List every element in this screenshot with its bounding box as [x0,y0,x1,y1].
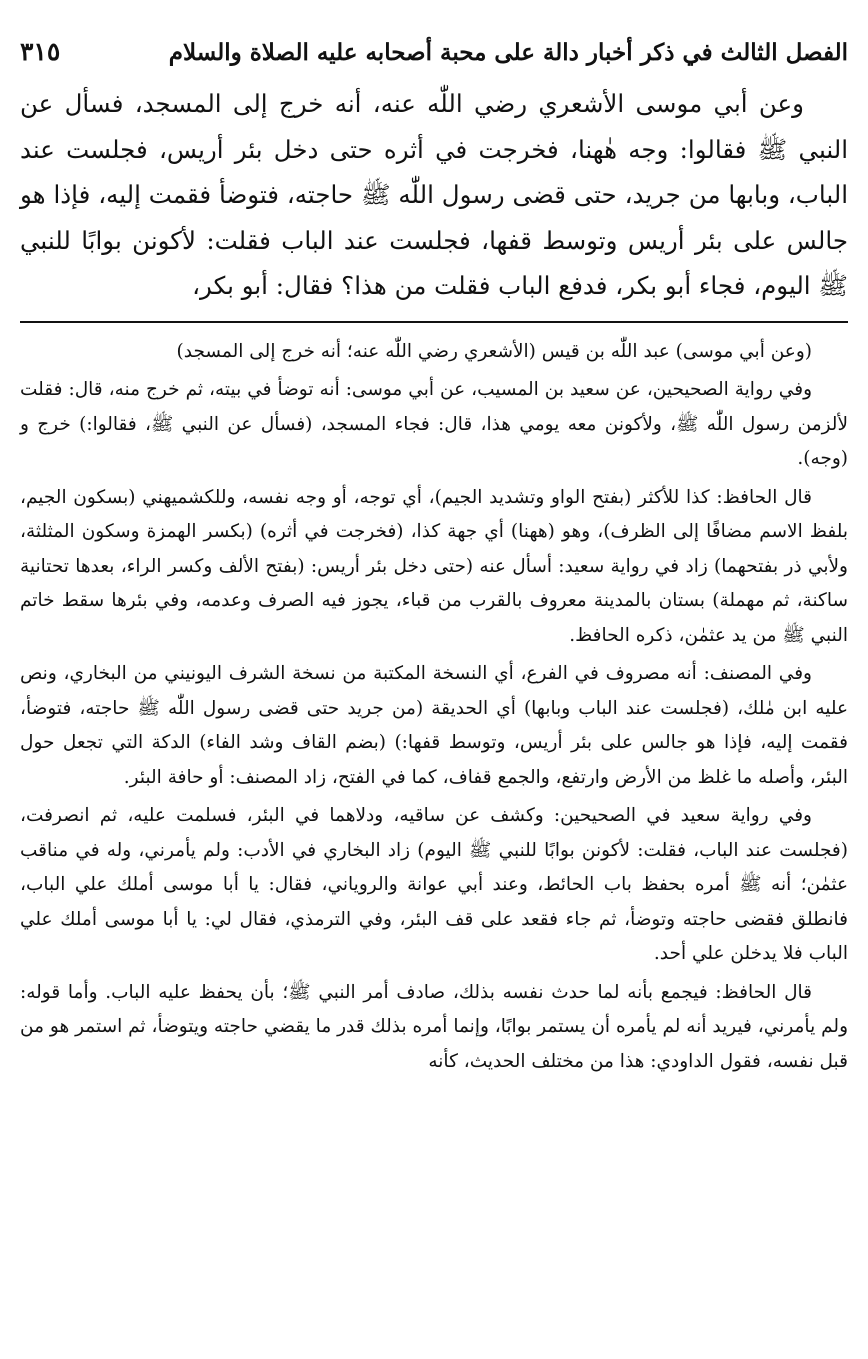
page-number: ٣١٥ [20,37,61,66]
commentary-paragraph: قال الحافظ: فيجمع بأنه لما حدث نفسه بذلك، صادف أمر النبي ﷺ؛ بأن يحفظ عليه الباب. وأما قوله: ولم يأمرني، فيريد أنه لم يأمره أن يستمر بوابًا، وإنما أمره بذلك قدر ما يقضي حاجته ويتوضأ، ثم استمر هو من قبل نفسه، فقول الداودي: هذا من مختلف الحديث، كأنه [20,981,848,1072]
commentary-paragraph: قال الحافظ: كذا للأكثر (بفتح الواو وتشديد الجيم)، أي توجه، أو وجه نفسه، وللكشميهني (بسكون الجيم، بلفظ الاسم مضافًا إلى الظرف)، وهو (ههنا) أي جهة كذا، (فخرجت في أثره) (بكسر الهمزة وسكون المثلثة، ولأبي ذر بفتحهما) زاد في رواية سعيد: أسأل عنه (حتى دخل بئر أريس: (بفتح الألف وكسر الراء، بعدها تحتانية ساكنة، ثم مهملة) بستان بالمدينة معروف بالقرب من قباء، يجوز فيه الصرف وعدمه، وفي بئرها سقط خاتم النبي ﷺ من يد عثمٰن، ذكره الحافظ. [20,486,848,646]
commentary [20,335,848,1080]
main-text [20,81,848,309]
commentary-paragraph: وفي رواية الصحيحين، عن سعيد بن المسيب، عن أبي موسى: أنه توضأ في بيته، ثم خرج منه، قال: فقلت لألزمن رسول اللّٰه ﷺ، ولأكونن معه يومي هذا، قال: فجاء المسجد، (فسأل عن النبي ﷺ، فقالوا:) خرج و (وجه). [20,379,848,469]
commentary-paragraph: (وعن أبي موسى) عبد اللّٰه بن قيس (الأشعري رضي اللّٰه عنه؛ أنه خرج إلى المسجد) [176,340,812,362]
main-paragraph: وعن أبي موسى الأشعري رضي اللّٰه عنه، أنه خرج إلى المسجد، فسأل عن النبي ﷺ فقالوا: وجه هٰهنا، فخرجت في أثره حتى دخل بئر أريس، فجلست عند الباب، وبابها من جريد، حتى قضى رسول اللّٰه ﷺ حاجته، فتوضأ فقمت إليه، فإذا هو جالس على بئر أريس وتوسط قفها، فجلست عند الباب فقلت: لأكونن بوابًا للنبي ﷺ اليوم، فجاء أبو بكر، فدفع الباب فقلت من هذا؟ فقال: أبو بكر، [20,89,848,300]
header-title: الفصل الثالث في ذكر أخبار دالة على محبة أصحابه عليه الصلاة والسلام [168,39,848,66]
running-header [20,30,848,75]
commentary-paragraph: وفي رواية سعيد في الصحيحين: وكشف عن ساقيه، ودلاهما في البئر، فسلمت عليه، ثم انصرفت، (فجلست عند الباب، فقلت: لأكونن بوابًا للنبي ﷺ اليوم) زاد البخاري في الأدب: ولم يأمرني، وله في مناقب عثمٰن؛ أنه ﷺ أمره بحفظ باب الحائط، وعند أبي عوانة والروياني، فقال: يا أبا موسى أملك علي الباب، فانطلق فقضى حاجته وتوضأ، ثم جاء فقعد على قف البئر، وفي الترمذي، فقال لي: يا أبا موسى أملك علي الباب فلا يدخلن علي أحد. [20,805,848,964]
footnote-divider [20,321,848,323]
commentary-paragraph: وفي المصنف: أنه مصروف في الفرع، أي النسخة المكتبة من نسخة الشرف اليونيني من البخاري، ونص عليه ابن مٰلك، (فجلست عند الباب وبابها) أي الحديقة (من جريد حتى قضى رسول اللّٰه ﷺ حاجته، فتوضأ، فقمت إليه، فإذا هو جالس على بئر أريس، وتوسط قفها:) (بضم القاف وشد الفاء) الدكة التي تجعل حول البئر، وأصله ما غلظ من الأرض وارتفع، والجمع قفاف، كما في الفتح، زاد المصنف: أو حافة البئر. [20,663,848,788]
